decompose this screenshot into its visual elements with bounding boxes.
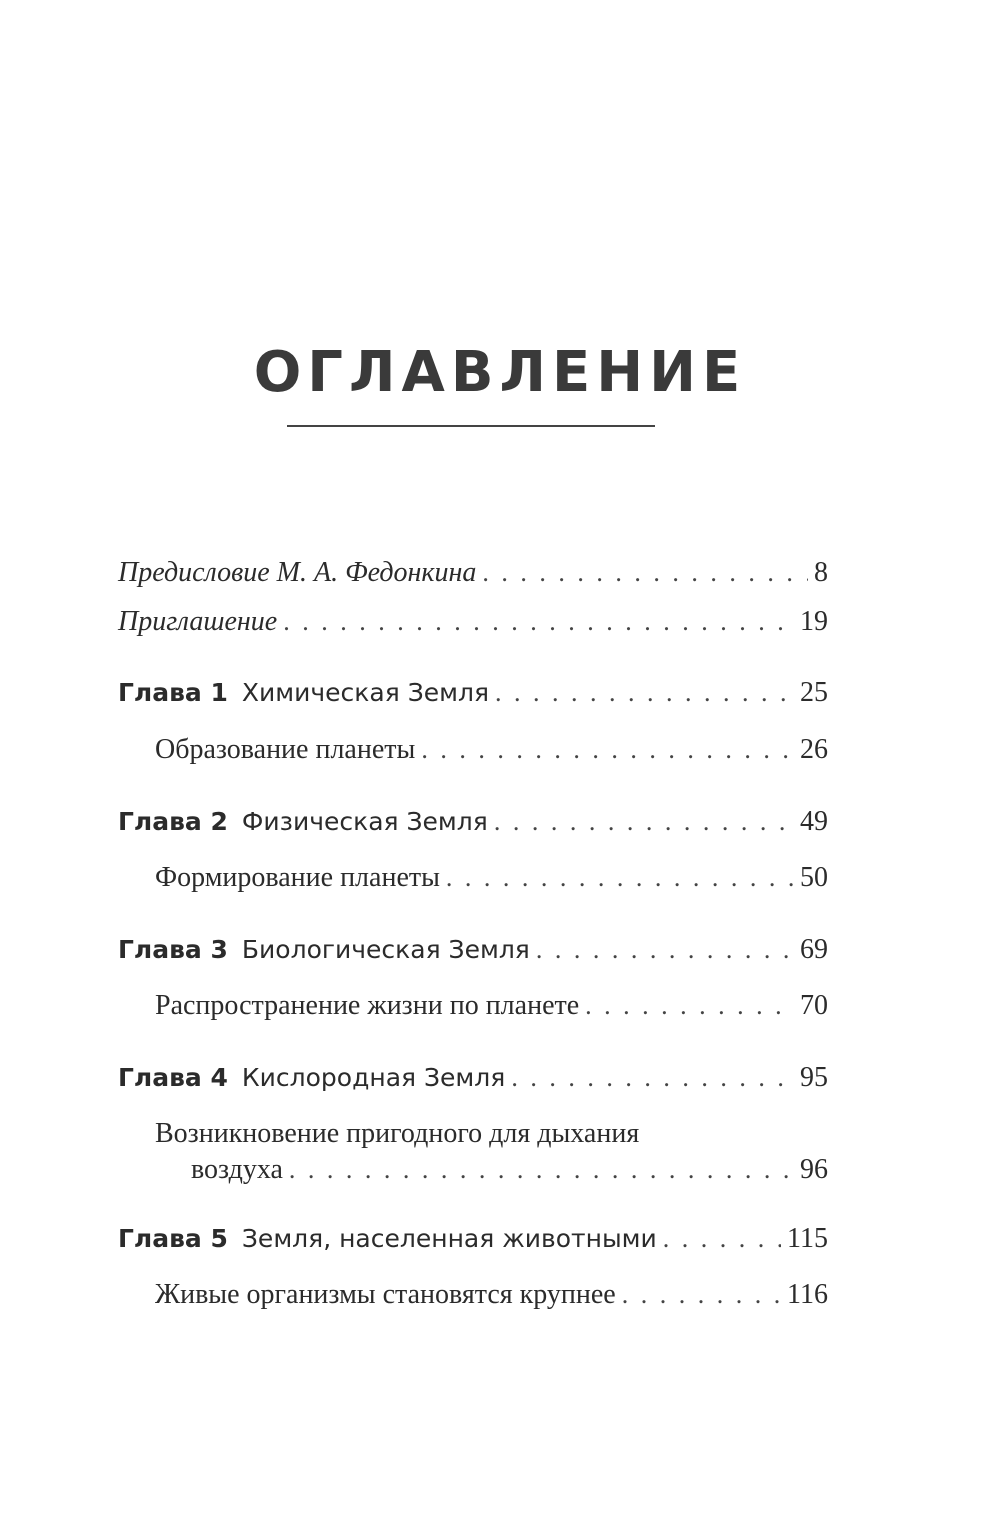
section-title: Образование планеты xyxy=(155,734,416,765)
chapter-label: Глава 5 xyxy=(118,1224,228,1253)
chapter-label: Глава 4 xyxy=(118,1063,228,1092)
toc-page-number: 96 xyxy=(800,1154,828,1185)
toc-section-4[interactable] xyxy=(155,1116,828,1188)
section-title-line-2-row xyxy=(155,1152,828,1188)
toc-entry-title: Предисловие М. А. Федонкина xyxy=(118,557,477,588)
toc-section-1[interactable] xyxy=(155,732,828,768)
toc-chapter-5[interactable] xyxy=(118,1221,828,1257)
dot-leader xyxy=(622,1277,781,1313)
toc-entry-invitation[interactable] xyxy=(118,604,828,640)
toc-page-number: 115 xyxy=(787,1223,828,1254)
chapter-label: Глава 3 xyxy=(118,935,228,964)
dot-leader xyxy=(421,732,794,768)
toc-page-number: 95 xyxy=(800,1062,828,1093)
toc-chapter-3[interactable] xyxy=(118,932,828,968)
chapter-label: Глава 1 xyxy=(118,678,228,707)
dot-leader xyxy=(585,988,794,1024)
title-underline xyxy=(287,425,655,427)
chapter-title: Земля, населенная животными xyxy=(241,1224,657,1253)
toc-page-number: 49 xyxy=(800,806,828,837)
dot-leader xyxy=(495,675,794,711)
toc-page-number: 69 xyxy=(800,934,828,965)
toc-chapter-4[interactable] xyxy=(118,1060,828,1096)
section-title-line-2: воздуха xyxy=(191,1154,283,1185)
dot-leader xyxy=(289,1152,794,1188)
chapter-title: Физическая Земля xyxy=(241,807,488,836)
section-title: Живые организмы становятся крупнее xyxy=(155,1279,616,1310)
dot-leader xyxy=(283,604,794,640)
toc-entry-preface[interactable] xyxy=(118,555,828,591)
chapter-title: Химическая Земля xyxy=(241,678,489,707)
dot-leader xyxy=(536,932,794,968)
toc-page-number: 70 xyxy=(800,990,828,1021)
dot-leader xyxy=(482,555,808,591)
toc-page-number: 116 xyxy=(787,1279,828,1310)
toc-entry-title: Приглашение xyxy=(118,606,278,637)
toc-page-number: 25 xyxy=(800,677,828,708)
toc-chapter-2[interactable] xyxy=(118,804,828,840)
dot-leader xyxy=(494,804,794,840)
dot-leader xyxy=(446,860,794,896)
toc-page-number: 8 xyxy=(814,557,828,588)
section-title-line-1: Возникновение пригодного для дыхания xyxy=(155,1118,640,1149)
toc-section-5[interactable] xyxy=(155,1277,828,1313)
chapter-label: Глава 2 xyxy=(118,807,228,836)
dot-leader xyxy=(663,1221,781,1257)
toc-page-number: 19 xyxy=(800,606,828,637)
toc-section-2[interactable] xyxy=(155,860,828,896)
toc-chapter-1[interactable] xyxy=(118,675,828,711)
toc-page-number: 26 xyxy=(800,734,828,765)
section-title: Распространение жизни по планете xyxy=(155,990,580,1021)
page-title: ОГЛАВЛЕНИЕ xyxy=(253,340,747,405)
toc-page-number: 50 xyxy=(800,862,828,893)
toc-section-3[interactable] xyxy=(155,988,828,1024)
dot-leader xyxy=(511,1060,794,1096)
chapter-title: Биологическая Земля xyxy=(241,935,530,964)
section-title: Формирование планеты xyxy=(155,862,440,893)
chapter-title: Кислородная Земля xyxy=(241,1063,506,1092)
